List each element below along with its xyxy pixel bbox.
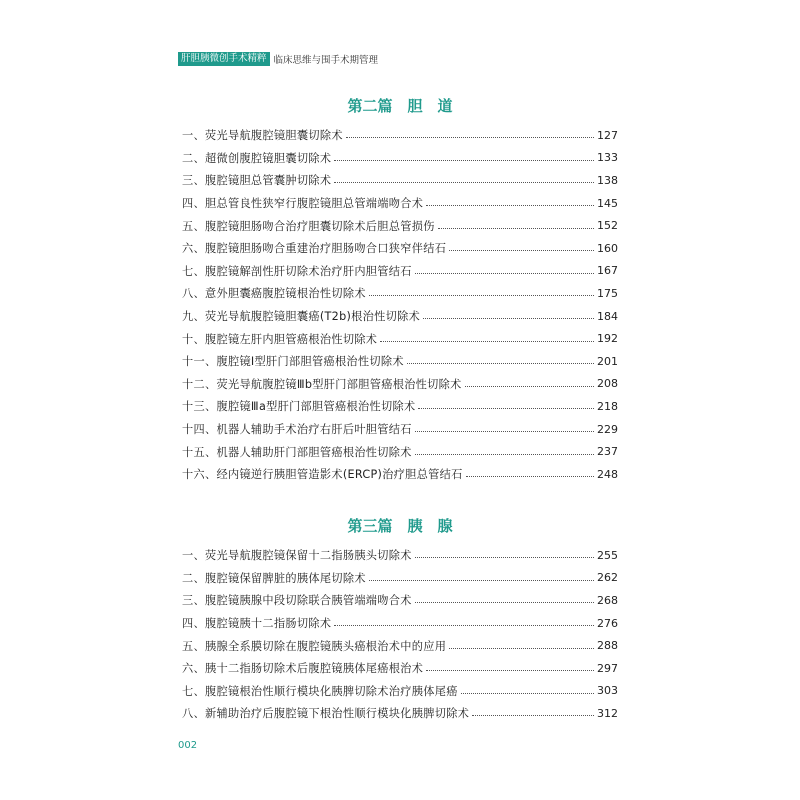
dot-leader [438,227,594,229]
toc-entry-title: 七、腹腔镜根治性顺行模块化胰脾切除术治疗胰体尾癌 [182,684,458,698]
dot-leader [369,579,594,581]
toc-entry[interactable] [182,418,618,441]
toc-entry-title: 四、腹腔镜胰十二指肠切除术 [182,617,332,631]
toc-entry[interactable] [182,544,618,567]
toc-entry-page: 133 [597,151,618,165]
toc-entry[interactable] [182,282,618,305]
toc-entry-title: 十五、机器人辅助肝门部胆管癌根治性切除术 [182,445,412,459]
dot-leader [415,430,594,432]
page-number: 002 [178,740,198,751]
toc-entry-page: 288 [597,639,618,653]
dot-leader [449,647,594,649]
toc-entry-page: 138 [597,173,618,187]
toc-entry-page: 262 [597,571,618,585]
toc-entry-page: 127 [597,128,618,142]
running-header [178,52,378,66]
dot-leader [418,407,594,409]
toc-entry-page: 208 [597,377,618,391]
dot-leader [334,624,594,626]
toc-entry-page: 268 [597,593,618,607]
toc-entry-page: 201 [597,354,618,368]
dot-leader [369,294,594,296]
toc-entry-page: 255 [597,548,618,562]
toc-entry-page: 297 [597,661,618,675]
dot-leader [472,714,594,716]
toc-entry[interactable] [182,350,618,373]
dot-leader [426,204,594,206]
toc-entry-page: 312 [597,706,618,720]
toc-entry[interactable] [182,124,618,147]
toc-entry[interactable] [182,305,618,328]
book-subtitle: 临床思维与围手术期管理 [273,55,379,66]
dot-leader [461,692,594,694]
toc-entry-page: 152 [597,219,618,233]
section-title-pancreas: 第三篇 胰 腺 [347,517,453,535]
toc-entry[interactable] [182,589,618,612]
book-title-badge: 肝胆胰微创手术精粹 [178,52,270,66]
toc-entry-title: 四、胆总管良性狭窄行腹腔镜胆总管端端吻合术 [182,197,424,211]
toc-entry[interactable] [182,463,618,486]
toc-entry-page: 192 [597,332,618,346]
toc-entry-page: 237 [597,445,618,459]
toc-entry[interactable] [182,327,618,350]
toc-entry[interactable] [182,657,618,680]
dot-leader [407,362,594,364]
toc-entry[interactable] [182,680,618,703]
toc-entry-title: 十一、腹腔镜Ⅰ型肝门部胆管癌根治性切除术 [182,355,404,369]
dot-leader [415,601,594,603]
toc-entry-page: 303 [597,684,618,698]
toc-entry-title: 六、胰十二指肠切除术后腹腔镜胰体尾癌根治术 [182,662,424,676]
toc-entry[interactable] [182,395,618,418]
toc-entry[interactable] [182,634,618,657]
toc-entry-title: 五、胰腺全系膜切除在腹腔镜胰头癌根治术中的应用 [182,639,447,653]
toc-entry-title: 十三、腹腔镜Ⅲa型肝门部胆管癌根治性切除术 [182,400,416,414]
dot-leader [465,385,594,387]
toc-entry[interactable] [182,169,618,192]
toc-entry-title: 八、意外胆囊癌腹腔镜根治性切除术 [182,287,366,301]
toc-entry-page: 175 [597,286,618,300]
dot-leader [380,340,594,342]
toc-entry-title: 十四、机器人辅助手术治疗右肝后叶胆管结石 [182,423,412,437]
toc-list-pancreas [182,544,618,725]
toc-entry-title: 六、腹腔镜胆肠吻合重建治疗胆肠吻合口狭窄伴结石 [182,242,447,256]
toc-entry-page: 160 [597,241,618,255]
toc-entry-title: 三、腹腔镜胰腺中段切除联合胰管端端吻合术 [182,594,412,608]
toc-entry-title: 十、腹腔镜左肝内胆管癌根治性切除术 [182,332,378,346]
toc-entry-title: 二、超微创腹腔镜胆囊切除术 [182,151,332,165]
toc-entry[interactable] [182,702,618,725]
toc-entry-page: 218 [597,399,618,413]
toc-entry[interactable] [182,567,618,590]
dot-leader [449,249,594,251]
dot-leader [415,272,594,274]
toc-entry[interactable] [182,612,618,635]
dot-leader [346,136,594,138]
toc-entry-title: 十二、荧光导航腹腔镜Ⅲb型肝门部胆管癌根治性切除术 [182,377,462,391]
toc-entry-page: 184 [597,309,618,323]
dot-leader [415,556,594,558]
toc-entry-title: 十六、经内镜逆行胰胆管造影术(ERCP)治疗胆总管结石 [182,468,463,482]
toc-entry[interactable] [182,260,618,283]
section-title-biliary: 第二篇 胆 道 [347,97,453,115]
toc-entry-title: 一、荧光导航腹腔镜保留十二指肠胰头切除术 [182,549,412,563]
toc-entry-page: 229 [597,422,618,436]
toc-entry[interactable] [182,237,618,260]
toc-entry-title: 九、荧光导航腹腔镜胆囊癌(T2b)根治性切除术 [182,310,421,324]
toc-list-biliary [182,124,618,486]
toc-entry-page: 145 [597,196,618,210]
dot-leader [426,669,594,671]
toc-entry[interactable] [182,147,618,170]
toc-entry-page: 167 [597,264,618,278]
toc-entry[interactable] [182,373,618,396]
toc-entry-title: 八、新辅助治疗后腹腔镜下根治性顺行模块化胰脾切除术 [182,707,470,721]
toc-entry-title: 三、腹腔镜胆总管囊肿切除术 [182,174,332,188]
toc-entry[interactable] [182,440,618,463]
dot-leader [334,181,594,183]
toc-entry-title: 二、腹腔镜保留脾脏的胰体尾切除术 [182,571,366,585]
toc-entry-title: 一、荧光导航腹腔镜胆囊切除术 [182,129,343,143]
toc-entry-page: 276 [597,616,618,630]
dot-leader [334,159,594,161]
dot-leader [466,475,594,477]
toc-entry[interactable] [182,214,618,237]
toc-entry-title: 五、腹腔镜胆肠吻合治疗胆囊切除术后胆总管损伤 [182,219,435,233]
dot-leader [415,453,594,455]
dot-leader [423,317,594,319]
toc-entry-page: 248 [597,467,618,481]
toc-entry-title: 七、腹腔镜解剖性肝切除术治疗肝内胆管结石 [182,264,412,278]
toc-entry[interactable] [182,192,618,215]
